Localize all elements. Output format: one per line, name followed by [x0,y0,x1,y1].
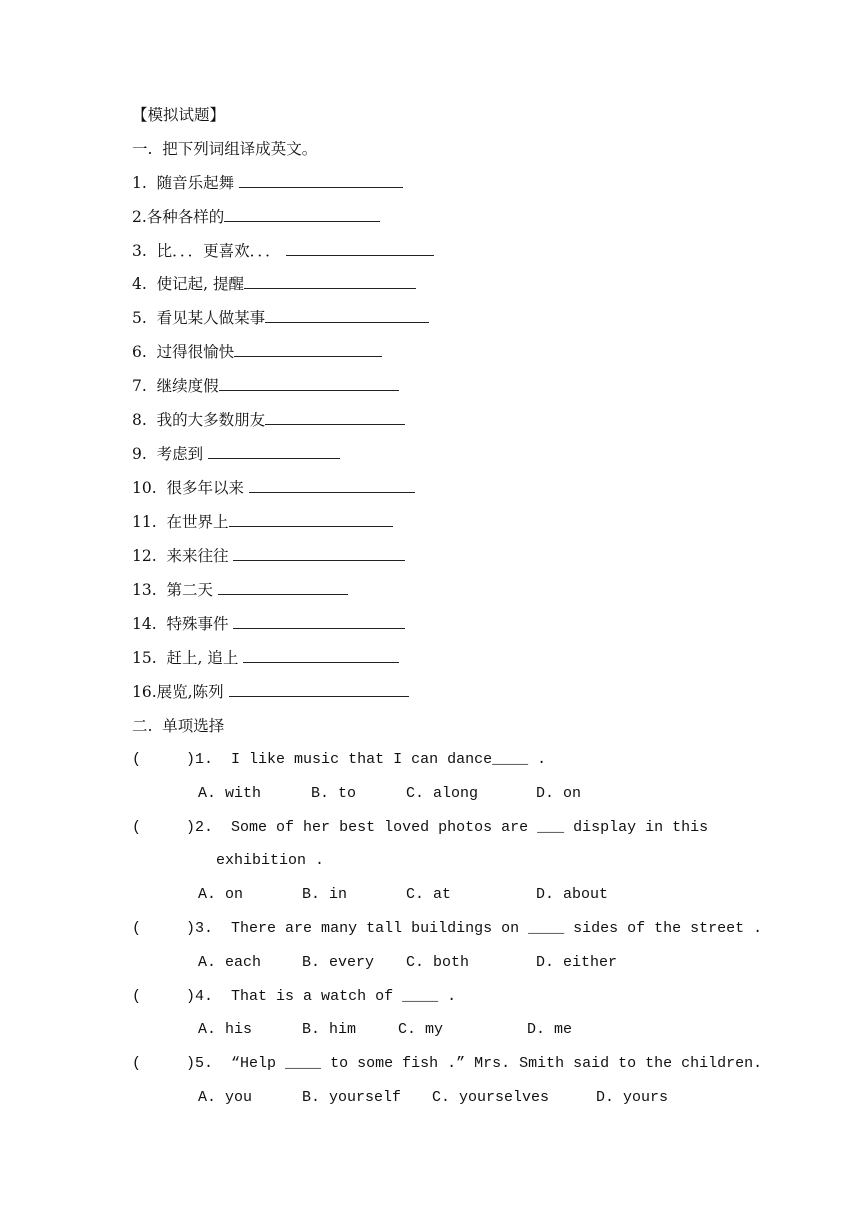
item-number: 13. [132,581,157,599]
item-text: 来来往往 [166,547,229,565]
item-text: 第二天 [166,581,214,599]
answer-blank[interactable] [234,341,382,357]
doc-heading: 【模拟试题】 [132,106,226,124]
option-a[interactable]: A. you [198,1089,253,1106]
question-row [132,749,546,771]
option-b[interactable]: B. every [302,954,375,971]
list-item [132,273,416,295]
item-number: 10. [132,479,157,497]
question-number: 3. [195,920,214,937]
item-text: 看见某人做某事 [156,309,266,327]
options-row [0,1087,860,1109]
option-b[interactable]: B. yourself [302,1089,402,1106]
item-text: 考虑到 [156,445,204,463]
question-row [132,817,708,839]
item-number: 4. [132,275,147,293]
option-b[interactable]: B. to [311,785,357,802]
item-text: 在世界上 [166,513,229,531]
item-number: 11. [132,513,157,531]
answer-parenthesis[interactable]: ( ) [132,920,196,937]
item-number: 14. [132,615,157,633]
answer-blank[interactable] [244,273,416,289]
section1-title: 一. 把下列词组译成英文。 [132,140,318,158]
options-row [0,783,860,805]
list-item [132,443,340,465]
option-d[interactable]: D. either [536,954,618,971]
answer-blank[interactable] [224,206,380,222]
option-a[interactable]: A. his [198,1021,253,1038]
list-item [132,206,380,228]
answer-blank[interactable] [208,443,340,459]
item-text: 特殊事件 [166,615,229,633]
item-text: 我的大多数朋友 [156,411,266,429]
item-number: 9. [132,445,147,463]
item-number: 12. [132,547,157,565]
answer-blank[interactable] [265,307,429,323]
option-b[interactable]: B. him [302,1021,357,1038]
question-number: 2. [195,819,214,836]
item-number: 15. [132,649,157,667]
answer-parenthesis[interactable]: ( ) [132,819,196,836]
item-text: 使记起, 提醒 [156,275,245,293]
option-b[interactable]: B. in [302,886,348,903]
answer-blank[interactable] [249,477,415,493]
item-text: 继续度假 [156,377,219,395]
option-a[interactable]: A. with [198,785,262,802]
answer-blank[interactable] [286,240,434,256]
question-text: I like music that I can dance____ . [231,751,547,768]
option-d[interactable]: D. about [536,886,609,903]
item-text: 过得很愉快 [156,343,235,361]
answer-parenthesis[interactable]: ( ) [132,751,196,768]
option-d[interactable]: D. yours [596,1089,669,1106]
question-text-continued: exhibition . [216,852,325,869]
option-c[interactable]: C. both [406,954,470,971]
answer-blank[interactable] [233,613,405,629]
item-number: 3. [132,242,147,260]
option-c[interactable]: C. my [398,1021,444,1038]
item-number: 7. [132,377,147,395]
item-text: 各种各样的 [146,208,225,226]
answer-blank[interactable] [229,511,393,527]
options-row [0,1019,860,1041]
item-number: 8. [132,411,147,429]
answer-blank[interactable] [233,545,405,561]
answer-blank[interactable] [229,681,409,697]
answer-blank[interactable] [265,409,405,425]
question-number: 5. [195,1055,214,1072]
options-row [0,884,860,906]
item-text: 赶上, 追上 [166,649,239,667]
question-row [132,918,762,940]
item-text: 很多年以来 [166,479,245,497]
answer-parenthesis[interactable]: ( ) [132,988,196,1005]
answer-parenthesis[interactable]: ( ) [132,1055,196,1072]
item-number: 16. [132,683,157,701]
item-text: 随音乐起舞 [156,174,235,192]
option-c[interactable]: C. at [406,886,452,903]
option-c[interactable]: C. yourselves [432,1089,550,1106]
item-text: 比．．．更喜欢．．． [156,242,281,260]
list-item [132,172,403,194]
question-text: “Help ____ to some fish .” Mrs. Smith said to the children. [231,1055,763,1072]
list-item [132,647,399,669]
item-number: 6. [132,343,147,361]
list-item [132,545,405,567]
list-item [132,307,429,329]
list-item [132,511,393,533]
item-number: 5. [132,309,147,327]
question-text: That is a watch of ____ . [231,988,457,1005]
option-c[interactable]: C. along [406,785,479,802]
question-row [132,986,456,1008]
answer-blank[interactable] [239,172,403,188]
list-item [132,341,382,363]
question-row [132,1053,762,1075]
list-item [132,613,405,635]
option-a[interactable]: A. on [198,886,244,903]
item-number: 2. [132,208,147,226]
list-item [132,375,399,397]
option-d[interactable]: D. me [527,1021,573,1038]
section2-title: 二. 单项选择 [132,717,225,735]
list-item [132,477,415,499]
item-number: 1. [132,174,147,192]
answer-blank[interactable] [218,579,348,595]
question-number: 4. [195,988,214,1005]
answer-blank[interactable] [219,375,399,391]
question-text: Some of her best loved photos are ___ display in this [231,819,709,836]
question-number: 1. [195,751,214,768]
question-text: There are many tall buildings on ____ sides of the street . [231,920,763,937]
list-item [132,409,405,431]
option-d[interactable]: D. on [536,785,582,802]
item-text: 展览,陈列 [156,683,224,701]
list-item [132,681,409,703]
options-row [0,952,860,974]
answer-blank[interactable] [243,647,399,663]
list-item [132,579,348,601]
list-item [132,240,434,262]
option-a[interactable]: A. each [198,954,262,971]
